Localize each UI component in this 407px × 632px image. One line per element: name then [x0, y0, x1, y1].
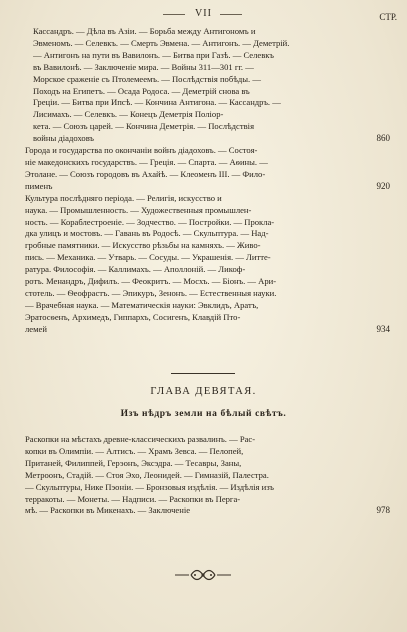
toc-entry-page-number: 860	[376, 133, 390, 144]
toc-entry-line: дка улицъ и мостовъ. — Гавань въ Родосѣ. — Скульптура. — Над-	[25, 228, 269, 239]
toc-entry-line: Метроонъ, Стадій. — Стоя Эхо, Леонидей. — Гимназій, Палестра.	[25, 469, 269, 480]
toc-entry-line: — Скульптуры, Нике Пэоніи. — Бронзовыя издѣлія. — Издѣлія изъ	[25, 481, 274, 492]
toc-entry-line: гробные памятники. — Искусство рѣзьбы на камняхъ. — Живо-	[25, 240, 261, 251]
toc-entry-line: ратура. Философія. — Каллимахъ. — Аполлоній. — Ликоф-	[25, 264, 246, 275]
toc-entry	[25, 193, 390, 336]
toc-entry-line: пименъ	[25, 180, 53, 191]
toc-entry-text	[25, 26, 390, 145]
toc-entry-text	[25, 193, 390, 336]
toc-entry-line: мѣ. — Раскопки въ Микенахъ. — Заключеніе	[25, 505, 191, 516]
page-column-label: СТР.	[379, 12, 397, 22]
chapter-subtitle: Изъ нѣдръ земли на бѣлый свѣтъ.	[120, 409, 287, 419]
toc-entry-line: лемей	[25, 323, 47, 334]
toc-entry-text	[25, 145, 390, 193]
toc-entry-line: ность. — Кораблестроеніе. — Зодчество. — Постройки. — Прокла-	[25, 216, 275, 227]
toc-entry-line: Этолане. — Союзъ городовъ въ Ахайѣ. — Клеоменъ III. — Фило-	[25, 168, 266, 179]
header-dash-right	[220, 14, 242, 15]
toc-entry-line: войны діадоховъ	[33, 133, 94, 144]
toc-entry-line: кета. — Союзъ царей. — Кончина Деметрія. — Послѣдствія	[33, 121, 255, 132]
toc-entry-line: ротъ. Менандръ, Дифилъ. — Феокритъ. — Мосхъ. — Біонъ. — Ари-	[25, 276, 277, 287]
chapter-title: ГЛАВА ДЕВЯТАЯ.	[150, 386, 257, 397]
toc-entry-line: — Врачебная наука. — Математическія науки: Эвклидъ, Аратъ,	[25, 299, 259, 310]
toc-entry	[25, 434, 390, 517]
toc-entry	[25, 145, 390, 193]
toc-entry-text	[25, 434, 390, 517]
toc-entry-line: Греціи. — Битва при Ипсѣ. — Кончина Антигона. — Кассандръ. —	[33, 97, 281, 108]
toc-entry-line: наука. — Промышленность. — Художественныя промышлен-	[25, 204, 252, 215]
toc-entry-line: Эратосѳенъ, Архимедъ, Гиппархъ, Сосигенъ, Клавдій Пто-	[25, 311, 241, 322]
toc-entry-line: Города и государства по окончаніи войнъ діадоховъ. — Состоя-	[25, 145, 258, 156]
table-of-contents-bottom	[25, 434, 390, 517]
toc-entry-line: ніе македонскихъ государствъ. — Греція. — Спарта. — Аѳины. —	[25, 156, 268, 167]
toc-entry-line: Походъ на Египетъ. — Осада Родоса. — Деметрій снова въ	[33, 85, 250, 96]
toc-entry-page-number: 934	[376, 323, 390, 334]
toc-entry-line: пись. — Механика. — Утварь. — Сосуды. — Украшенія. — Литте-	[25, 252, 271, 263]
toc-entry-line: Кассандръ. — Дѣла въ Азіи. — Борьба между Антигономъ и	[33, 26, 256, 36]
toc-entry	[25, 26, 390, 145]
toc-entry-line: Лисимахъ. — Селевкъ. — Конецъ Деметрія Поліор-	[33, 109, 224, 120]
chapter-divider-rule	[171, 373, 235, 374]
toc-entry-line: въ Вавилонѣ. — Заключеніе мира. — Войны 311—301 гг. —	[33, 61, 254, 72]
toc-entry-line: Морское сраженіе съ Птолемеемъ. — Послѣдствія побѣды. —	[33, 73, 261, 84]
toc-entry-page-number: 978	[376, 505, 390, 516]
toc-entry-line: терракоты. — Монеты. — Надписи. — Раскопки въ Перга-	[25, 493, 241, 504]
toc-entry-line: Эвменомъ. — Селевкъ. — Смерть Эвмена. — Антигонъ. — Деметрій.	[33, 37, 290, 48]
toc-entry-line: Раскопки на мѣстахъ древне-классическихъ развалинъ. — Рас-	[25, 434, 256, 444]
running-header	[0, 4, 407, 24]
page-number: VII	[195, 8, 212, 19]
toc-entry-line: Культура послѣдняго періода. — Религія, искусство и	[25, 192, 222, 203]
table-of-contents-top	[25, 26, 390, 336]
toc-entry-line: Пританей, Филиппей, Герэонъ, Эксэдра. — Тесавры, Заны,	[25, 457, 242, 468]
ornament-icon	[173, 568, 233, 582]
toc-entry-line: копки въ Олимпіи. — Алтисъ. — Храмъ Зевса. — Пелопей,	[25, 445, 244, 456]
toc-entry-line: — Антигонъ на пути въ Вавилонъ. — Битва при Газѣ. — Селевкъ	[33, 49, 274, 60]
toc-entry-line: стотель. — Ѳеофрастъ. — Эпикуръ, Зенонъ. — Естественныя науки.	[25, 287, 277, 298]
toc-entry-page-number: 920	[376, 180, 390, 191]
